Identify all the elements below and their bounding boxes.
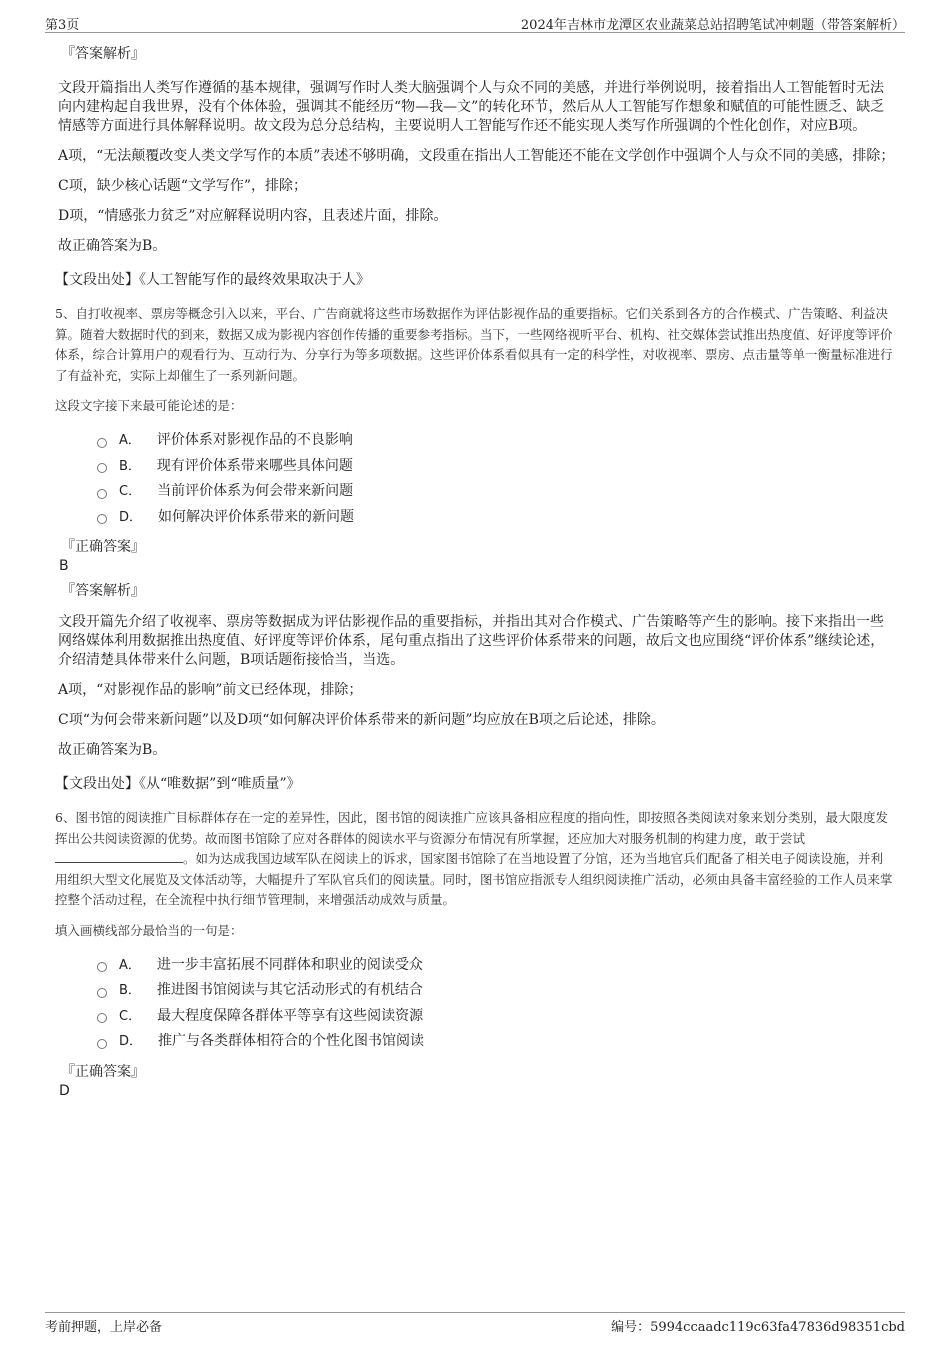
- analysis-paragraph: 故正确答案为B。: [58, 238, 167, 254]
- option-letter: D．: [119, 509, 143, 525]
- analysis-paragraph: 故正确答案为B。: [58, 742, 167, 758]
- option-text: 如何解决评价体系带来的新问题: [158, 508, 355, 525]
- option-letter: C．: [119, 1008, 142, 1024]
- option-letter: D．: [119, 1034, 143, 1049]
- radio-icon[interactable]: [97, 1013, 107, 1023]
- option-b[interactable]: [97, 978, 895, 1004]
- page-header: [45, 12, 905, 33]
- correct-answer-label: 『正确答案』: [61, 539, 145, 555]
- option-c[interactable]: [97, 479, 895, 505]
- option-letter: B．: [119, 458, 141, 474]
- option-d[interactable]: [97, 1029, 895, 1055]
- correct-answer-label: 『正确答案』: [61, 1063, 145, 1080]
- passage-source: 【文段出处】《人工智能写作的最终效果取决于人》: [55, 272, 370, 288]
- analysis-paragraph: A项，“对影视作品的影响”前文已经体现，排除；: [58, 682, 363, 698]
- option-c[interactable]: [97, 1004, 895, 1030]
- option-a[interactable]: [97, 428, 895, 454]
- option-letter: A．: [119, 957, 141, 973]
- option-text: 当前评价体系为何会带来新问题: [157, 483, 354, 499]
- document-id: 编号：5994ccaadc119c63fa47836d98351cbd: [611, 1320, 905, 1335]
- analysis-paragraph: D项，“情感张力贫乏”对应解释说明内容，且表述片面，排除。: [58, 208, 448, 224]
- page-content: [55, 44, 895, 1106]
- option-text: 现有评价体系带来哪些具体问题: [156, 457, 353, 474]
- analysis-paragraph: 文段开篇指出人类写作遵循的基本规律，强调写作时人类大脑强调个人与众不同的美感，并进行举例说明，接着指出人工智能暂时无法向内建构起自我世界，没有个体体验，强调其不能经历“物—我—文”的转化环节，然后从人工智能写作想象和赋值的可能性匮乏、缺乏情感等方面进行具体解释说明。故文段为总分总结构，主要说明人工智能写作还不能实现人类写作所强调的个性化创作，对应B项。: [58, 80, 885, 134]
- passage-source: 【文段出处】《从“唯数据”到“唯质量”》: [55, 776, 301, 792]
- analysis-paragraph: A项，“无法颠覆改变人类文学写作的本质”表述不够明确，文段重在指出人工智能还不能在文学创作中强调个人与众不同的美感，排除；: [58, 148, 895, 164]
- analysis-label: 『答案解析』: [61, 46, 145, 62]
- question-text-after: 。如为达成我国边域军队在阅读上的诉求，国家图书馆除了在当地设置了分馆，还为当地官兵们配备了相关电子阅读设施，并利用组织大型文化展览及文体活动等，大幅提升了军队官兵们的阅读量。同时，图书馆应指派专人组织阅读推广活动，必须由具备丰富经验的工作人员来掌控整个活动过程，在全流程中执行细节管理制，来增强活动成效与质量。: [55, 851, 893, 907]
- question-text: [55, 808, 895, 911]
- correct-answer: D: [59, 1082, 70, 1099]
- option-letter: A．: [119, 433, 141, 448]
- option-text: 推进图书馆阅读与其它活动形式的有机结合: [156, 982, 423, 998]
- radio-icon[interactable]: [97, 438, 107, 448]
- option-letter: C．: [119, 484, 142, 499]
- radio-icon[interactable]: [97, 1039, 107, 1049]
- footer-slogan: 考前押题，上岸必备: [45, 1320, 163, 1335]
- fill-blank: [55, 850, 183, 863]
- radio-icon[interactable]: [97, 489, 107, 499]
- option-text: 评价体系对影视作品的不良影响: [156, 432, 353, 448]
- radio-icon[interactable]: [97, 514, 107, 524]
- question-text: 5、自打收视率、票房等概念引入以来，平台、广告商就将这些市场数据作为评估影视作品的重要指标。它们关系到各方的合作模式、广告策略、利益决算。随着大数据时代的到来，数据又成为影视内容创作传播的重要参考指标。当下，一些网络视听平台、机构、社交媒体尝试推出热度值、好评度等评价体系，综合计算用户的观看行为、互动行为、分享行为等多项数据。这些评价体系看似具有一定的科学性，对收视率、票房、点击量等单一衡量标准进行了有益补充，实际上却催生了一系列新问题。: [55, 306, 893, 383]
- correct-answer: B: [59, 558, 69, 574]
- question-prompt: 这段文字接下来最可能论述的是：: [55, 398, 243, 413]
- option-text: 进一步丰富拓展不同群体和职业的阅读受众: [156, 956, 423, 973]
- analysis-paragraph: 文段开篇先介绍了收视率、票房等数据成为评估影视作品的重要指标，并指出其对合作模式、广告策略等产生的影响。接下来指出一些网络媒体利用数据推出热度值、好评度等评价体系，尾句重点指出了这些评价体系带来的问题，故后文也应围绕“评价体系”继续论述，介绍清楚具体带来什么问题，B项话题衔接恰当，当选。: [58, 614, 885, 668]
- question-prompt: 填入画横线部分最恰当的一句是：: [55, 922, 243, 938]
- analysis-paragraph: C项，缺少核心话题“文学写作”，排除；: [58, 178, 308, 194]
- option-text: 最大程度保障各群体平等享有这些阅读资源: [157, 1007, 424, 1024]
- question-text-before: 6、图书馆的阅读推广目标群体存在一定的差异性，因此，图书馆的阅读推广应该具备相应程度的指向性，即按照各类阅读对象来划分类别，最大限度发挥出公共阅读资源的优势。故而图书馆除了应对各群体的阅读水平与资源分布情况有所掌握，还应加大对服务机制的构建力度，敢于尝试: [55, 810, 888, 846]
- analysis-paragraph: C项“为何会带来新问题”以及D项“如何解决评价体系带来的新问题”均应放在B项之后论述，排除。: [58, 712, 665, 728]
- option-b[interactable]: [97, 454, 895, 480]
- option-d[interactable]: [97, 505, 895, 531]
- radio-icon[interactable]: [97, 988, 107, 998]
- answer-options: [97, 953, 895, 1055]
- radio-icon[interactable]: [97, 962, 107, 972]
- page-footer: [45, 1312, 905, 1335]
- page-number: 第3页: [45, 18, 80, 33]
- option-text: 推广与各类群体相符合的个性化图书馆阅读: [158, 1033, 425, 1049]
- radio-icon[interactable]: [97, 463, 107, 473]
- analysis-label: 『答案解析』: [61, 583, 145, 599]
- option-a[interactable]: [97, 953, 895, 979]
- document-title: 2024年吉林市龙潭区农业蔬菜总站招聘笔试冲刺题（带答案解析）: [520, 18, 905, 33]
- option-letter: B．: [119, 983, 141, 998]
- answer-options: [97, 428, 895, 530]
